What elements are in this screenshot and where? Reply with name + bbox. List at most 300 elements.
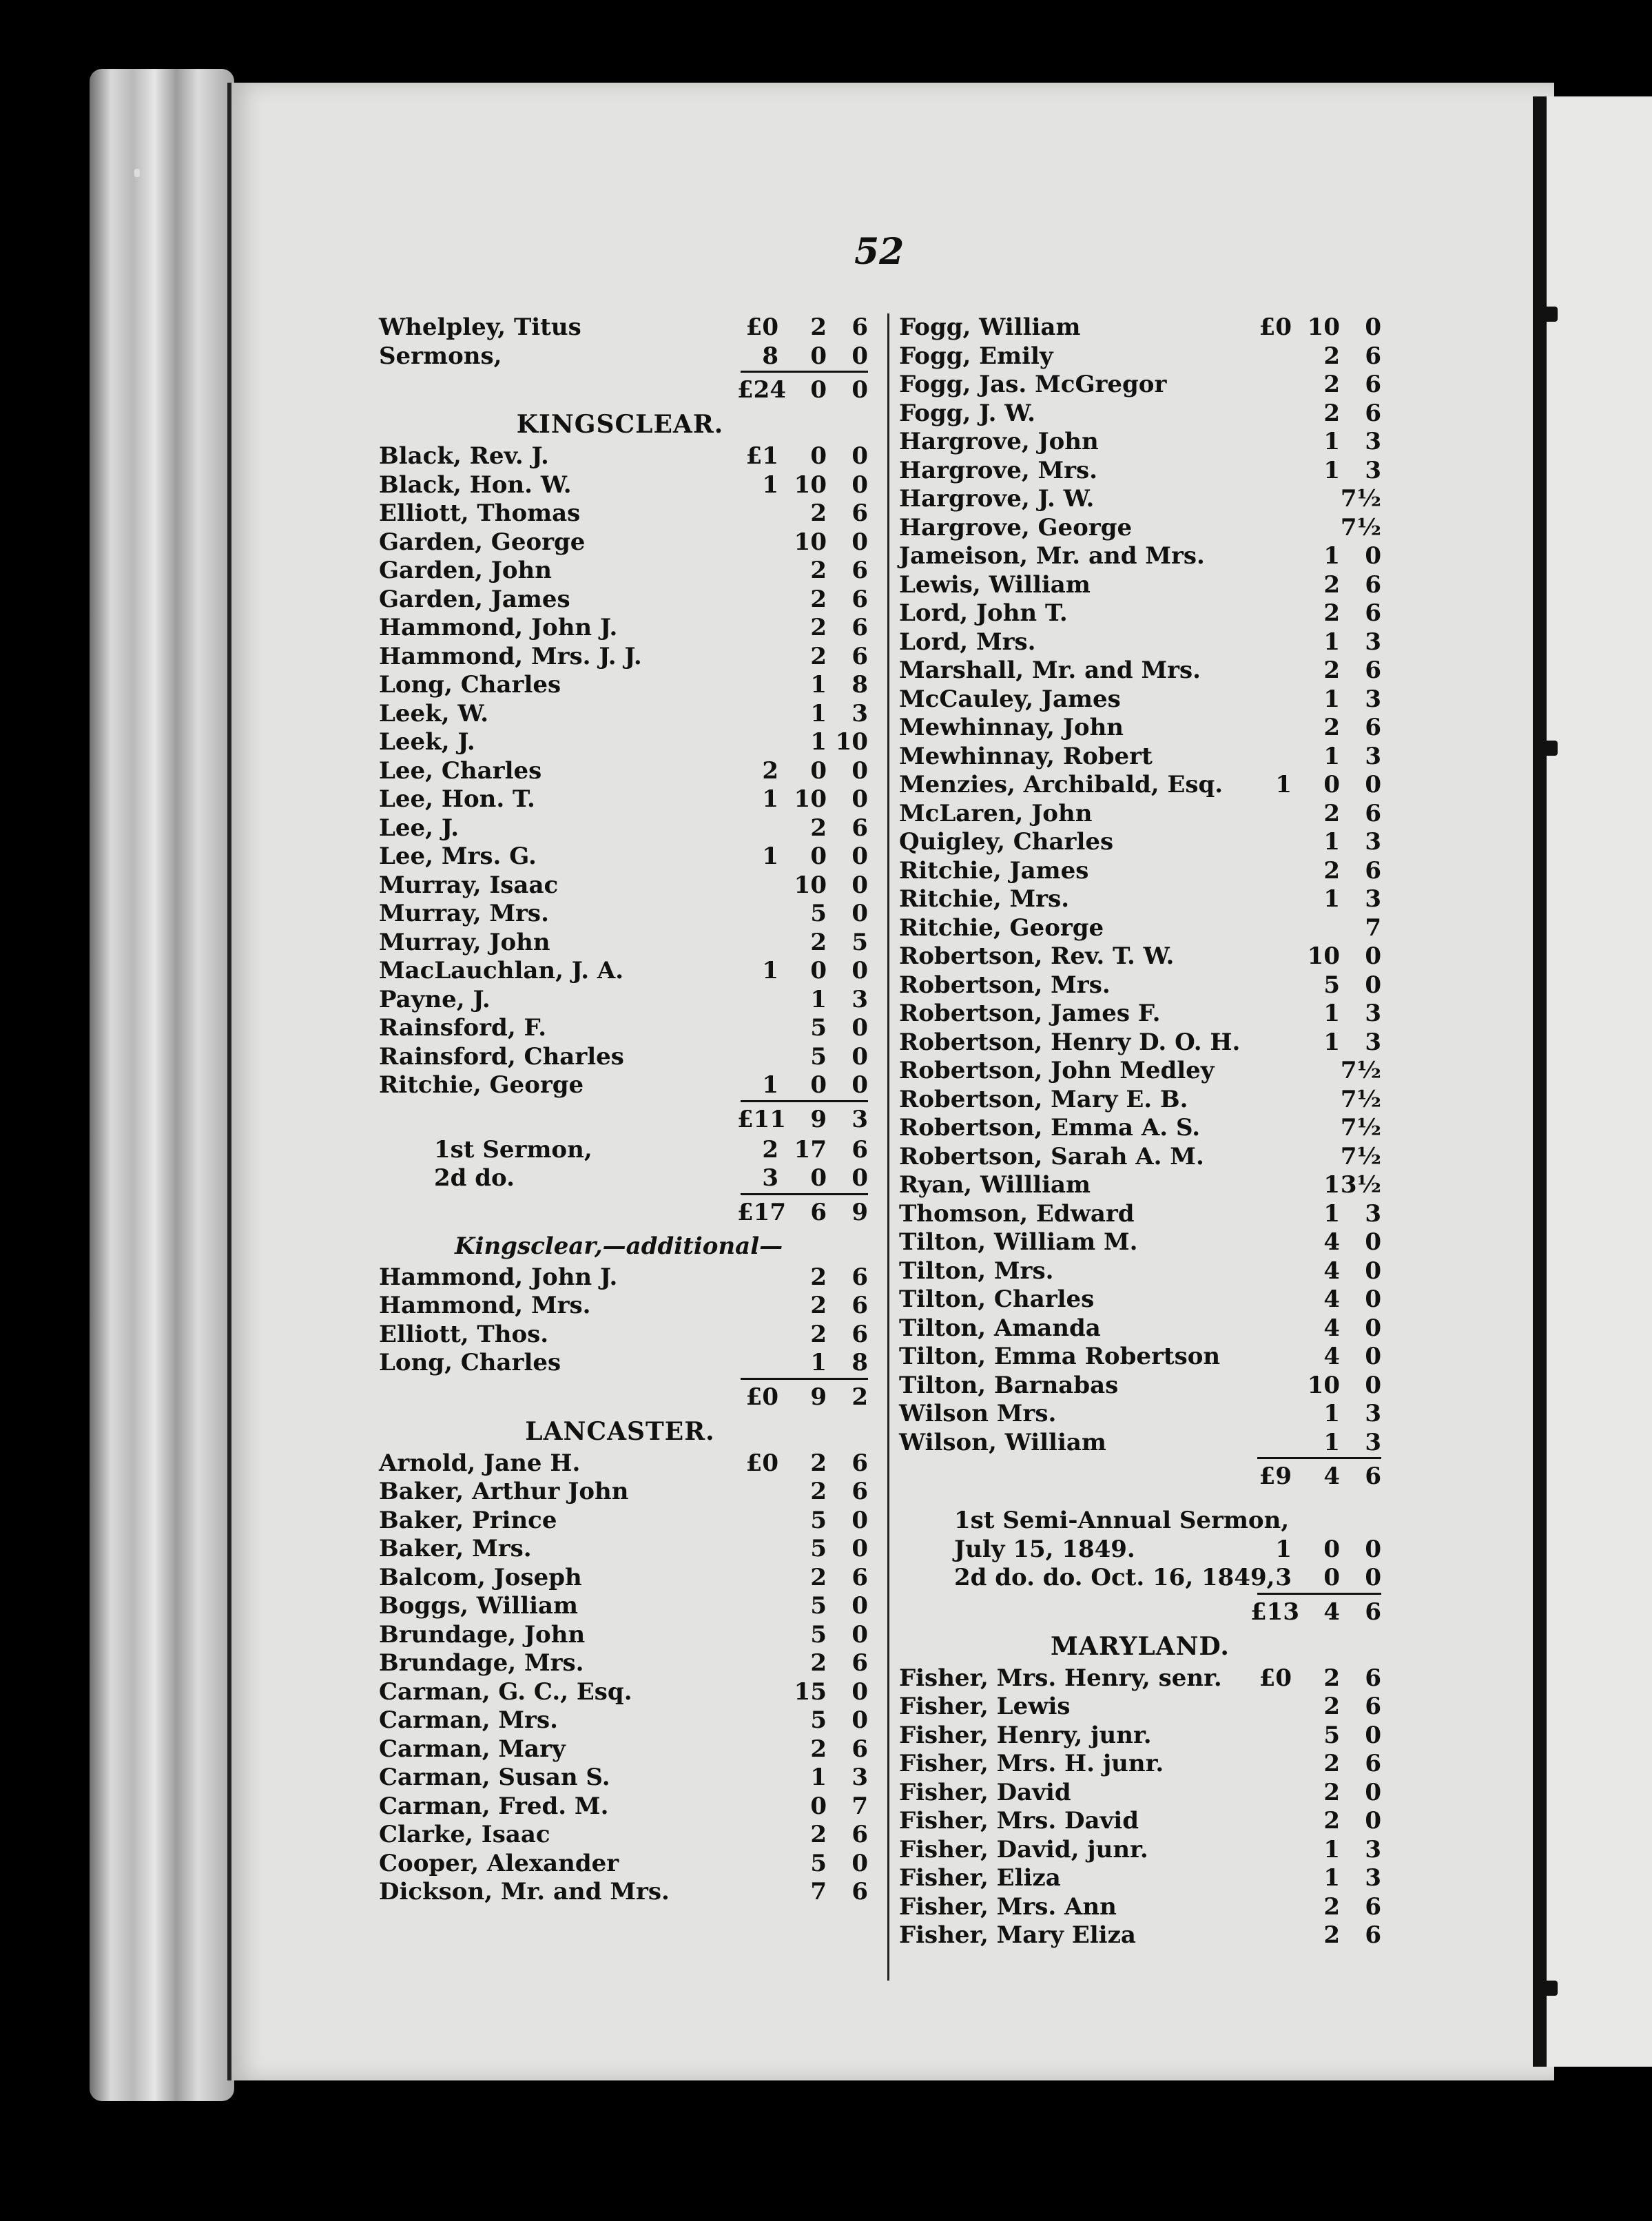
total-row [379, 1378, 868, 1414]
pence-value: 6 [851, 1292, 868, 1319]
shillings-value: 0 [810, 843, 827, 870]
pence-value: 3 [851, 1764, 868, 1791]
pence-value: 0 [1365, 1807, 1381, 1835]
shillings-value: 6 [810, 1198, 827, 1226]
subscriber-name: Baker, Arthur John [379, 1478, 629, 1505]
ledger-row [379, 1320, 868, 1350]
spacer [899, 1493, 1381, 1507]
shillings-value: 9 [810, 1105, 827, 1133]
pence-value: 6 [1365, 599, 1381, 627]
ledger-row [899, 1343, 1381, 1372]
shillings-value: 2 [1323, 657, 1340, 684]
ledger-row [379, 1071, 868, 1100]
shillings-value: 2 [810, 557, 827, 584]
section-heading [379, 406, 861, 442]
subscriber-name: Fisher, Mrs. David [899, 1807, 1139, 1835]
pounds-value: £11 [737, 1105, 786, 1133]
ledger-row [379, 1849, 868, 1879]
subscriber-name: Wilson Mrs. [899, 1400, 1057, 1427]
subscriber-name: Elliott, Thomas [379, 499, 581, 527]
pence-value: 0 [851, 843, 868, 870]
shillings-value: 2 [1323, 1892, 1340, 1921]
pounds-value: 1 [1275, 771, 1292, 798]
sermon-row [899, 1564, 1381, 1593]
pence-value: 6 [851, 585, 868, 613]
subscriber-name: Brundage, John [379, 1620, 586, 1649]
subscriber-name: Fisher, Lewis [899, 1693, 1071, 1720]
subscriber-name: Lee, Hon. T. [379, 785, 535, 813]
shillings-value: 1 [810, 699, 827, 727]
ledger-row [899, 428, 1381, 457]
pence-value: 6 [851, 557, 868, 584]
shillings-value: 1 [810, 1764, 827, 1791]
subscriber-name: Robertson, James F. [899, 1000, 1161, 1027]
sermon-row [899, 1536, 1381, 1564]
shillings-value: 9 [810, 1383, 827, 1411]
pence-value: 0 [851, 957, 868, 984]
subscriber-name: Fogg, William [899, 313, 1081, 341]
subscriber-name: Marshall, Mr. and Mrs. [899, 657, 1201, 684]
pence-value: 0 [1365, 1371, 1381, 1399]
pence-value: 0 [851, 1042, 868, 1071]
ledger-row [899, 685, 1381, 714]
right-column [899, 313, 1381, 1950]
shillings-value: 0 [810, 342, 827, 370]
shillings-value: 0 [810, 957, 827, 984]
shillings-value: 1 [810, 985, 827, 1013]
total-row [379, 1100, 868, 1136]
pence-value: 6 [1365, 1598, 1381, 1626]
subscriber-name: Fisher, Eliza [899, 1864, 1061, 1892]
shillings-value: 2 [810, 814, 827, 842]
ledger-row [379, 1620, 868, 1650]
ledger-row [899, 313, 1381, 342]
subscriber-name: Wilson, William [899, 1428, 1106, 1456]
subscriber-name: Fisher, Mrs. H. junr. [899, 1750, 1164, 1777]
shillings-value: 5 [810, 1620, 827, 1649]
pence-value: 3 [1365, 456, 1381, 484]
shillings-value: 10 [1307, 313, 1340, 341]
subscriber-name: Tilton, Mrs. [899, 1257, 1054, 1285]
subscriber-name: Hargrove, John [899, 428, 1099, 455]
ledger-row [899, 371, 1381, 400]
shillings-value: 15 [794, 1677, 827, 1706]
shillings-value: 2 [810, 642, 827, 670]
pence-value: 6 [851, 1649, 868, 1677]
binding-mark [1540, 1981, 1558, 1996]
subscriber-name: Jameison, Mr. and Mrs. [899, 542, 1205, 570]
ledger-row [379, 585, 868, 614]
ledger-row [899, 714, 1381, 743]
shillings-value: 2 [1323, 1921, 1340, 1949]
shillings-value: 0 [810, 756, 827, 785]
ledger-row [379, 785, 868, 814]
shillings-value: 1 [1323, 1000, 1340, 1027]
pounds-value: 1 [762, 785, 778, 813]
subscriber-name: Lord, John T. [899, 599, 1068, 627]
shillings-value: 2 [810, 1292, 827, 1319]
binding-mark [1540, 741, 1558, 756]
subscriber-name: 1st Semi-Annual Sermon, [954, 1507, 1290, 1534]
pence-value: 3 [1365, 685, 1381, 713]
ledger-row [379, 1677, 868, 1707]
book-page-edges [90, 69, 234, 2101]
pence-value: 0 [851, 471, 868, 499]
subscriber-name: Tilton, Emma Robertson [899, 1343, 1221, 1370]
pence-value: 3 [1365, 1835, 1381, 1863]
section-title: LANCASTER. [525, 1416, 715, 1446]
pence-value: 0 [1365, 1285, 1381, 1313]
shillings-value: 0 [810, 1792, 827, 1820]
ledger-row [899, 1750, 1381, 1779]
pence-value: 6 [1365, 371, 1381, 398]
shillings-value: 2 [1323, 1664, 1340, 1692]
ledger-row [899, 457, 1381, 486]
subscriber-name: Fogg, Emily [899, 342, 1053, 370]
shillings-value: 5 [810, 1506, 827, 1534]
ledger-row [379, 557, 868, 586]
subscriber-name: Tilton, William M. [899, 1228, 1138, 1256]
shillings-value: 4 [1323, 1463, 1340, 1490]
subscriber-name: Baker, Mrs. [379, 1535, 532, 1562]
ledger-row [899, 743, 1381, 772]
pence-value: 0 [1365, 771, 1381, 798]
section-heading [379, 1414, 861, 1449]
subscriber-name: Ritchie, Mrs. [899, 885, 1070, 913]
ledger-row [899, 1807, 1381, 1836]
shillings-value: 0 [810, 1164, 827, 1192]
pounds-value: £0 [745, 1383, 778, 1411]
pounds-value: 8 [762, 342, 778, 370]
shillings-value: 1 [1323, 628, 1340, 656]
pence-value: 0 [851, 1506, 868, 1534]
subscriber-name: Lewis, William [899, 570, 1091, 599]
pence-value: 3 [1365, 1428, 1381, 1456]
ledger-row [379, 1592, 868, 1621]
subscriber-name: Carman, Fred. M. [379, 1792, 609, 1820]
subscriber-name: Robertson, Mrs. [899, 971, 1111, 999]
subscriber-name: Rainsford, Charles [379, 1042, 624, 1071]
subscriber-name: Tilton, Barnabas [899, 1371, 1119, 1399]
shillings-value: 1 [1323, 428, 1340, 455]
shillings-value: 4 [1323, 1285, 1340, 1313]
pence-value: 6 [1365, 1921, 1381, 1949]
pence-value: 6 [1365, 342, 1381, 370]
pence-value: 10 [835, 728, 868, 756]
subscriber-name: Fisher, David, junr. [899, 1835, 1148, 1863]
subscriber-name: Menzies, Archibald, Esq. [899, 771, 1223, 798]
subscriber-name: Carman, Mary [379, 1735, 566, 1763]
ledger-row [379, 1349, 868, 1378]
shillings-value: 1 [1323, 828, 1340, 856]
ledger-row [379, 871, 868, 900]
subscriber-name: Balcom, Joseph [379, 1563, 582, 1591]
ledger-row [899, 1029, 1381, 1057]
ledger-row [379, 843, 868, 871]
shillings-value: 5 [810, 1592, 827, 1620]
ledger-row [899, 914, 1381, 943]
subscriber-name: Lee, J. [379, 814, 460, 842]
shillings-value: 4 [1323, 1598, 1340, 1626]
pence-value: 9 [851, 1198, 868, 1226]
shillings-value: 1 [1323, 542, 1340, 570]
ledger-row [379, 1878, 868, 1907]
subscriber-name: Robertson, John Medley [899, 1057, 1215, 1084]
shillings-value: 2 [810, 499, 827, 527]
pounds-value: 1 [1275, 1535, 1292, 1563]
ledger-row [899, 971, 1381, 1000]
subscriber-name: Robertson, Sarah A. M. [899, 1142, 1204, 1170]
subscriber-name: Mewhinnay, Robert [899, 742, 1153, 770]
shillings-value: 5 [810, 1706, 827, 1734]
section-title: KINGSCLEAR. [516, 410, 724, 439]
pounds-value: £13 [1250, 1598, 1299, 1626]
ledger-row [899, 1314, 1381, 1343]
subscriber-name: Hammond, John J. [379, 614, 618, 641]
ledger-row [379, 756, 868, 786]
pence-value: 0 [851, 1849, 868, 1877]
subscriber-name: Murray, Isaac [379, 871, 559, 899]
ledger-row [379, 1014, 868, 1043]
pence-value: 0 [1365, 313, 1381, 341]
pence-value: 6 [851, 1478, 868, 1505]
pounds-value: 2 [762, 756, 778, 785]
pence-value: 7½ [1340, 1114, 1381, 1142]
subscriber-name: Rainsford, F. [379, 1014, 547, 1042]
subscriber-name: Hammond, John J. [379, 1263, 618, 1291]
ledger-row [379, 642, 868, 672]
ledger-row [379, 499, 868, 528]
pence-value: 7½ [1340, 485, 1381, 513]
pence-value: 6 [851, 499, 868, 527]
subscriber-name: Black, Hon. W. [379, 471, 572, 499]
shillings-value: 2 [810, 1263, 827, 1291]
pence-value: 7½ [1340, 1142, 1381, 1170]
subscriber-name: Robertson, Rev. T. W. [899, 942, 1175, 970]
ledger-row [899, 599, 1381, 628]
page-gutter [1533, 96, 1547, 2067]
pence-value: 0 [851, 900, 868, 927]
ledger-row [379, 614, 868, 643]
subscriber-name: Robertson, Emma A. S. [899, 1114, 1201, 1142]
shillings-value: 1 [810, 671, 827, 699]
pence-value: 6 [851, 814, 868, 842]
shillings-value: 2 [810, 614, 827, 641]
pence-value: 0 [1365, 542, 1381, 570]
pence-value: 6 [851, 1821, 868, 1848]
pence-value: 0 [1365, 942, 1381, 970]
subscriber-name: Murray, Mrs. [379, 900, 549, 927]
ledger-row [379, 471, 868, 500]
shillings-value: 5 [810, 1535, 827, 1562]
pounds-value: 1 [762, 843, 778, 870]
pence-value: 3 [851, 699, 868, 727]
pence-value: 3 [851, 1105, 868, 1133]
ledger-row [899, 1200, 1381, 1229]
subscriber-name: Carman, Susan S. [379, 1764, 610, 1791]
shillings-value: 2 [1323, 1750, 1340, 1777]
shillings-value: 1 [1323, 1864, 1340, 1892]
pence-value: 6 [1365, 1693, 1381, 1720]
subscriber-name: Elliott, Thos. [379, 1320, 549, 1348]
subscriber-name: Leek, W. [379, 699, 489, 727]
shillings-value: 2 [810, 1821, 827, 1848]
pounds-value: £0 [1259, 313, 1292, 341]
ledger-row [379, 957, 868, 986]
subscriber-name: Robertson, Mary E. B. [899, 1085, 1188, 1113]
shillings-value: 10 [794, 471, 827, 499]
pence-value: 8 [851, 1349, 868, 1376]
ledger-row [379, 1764, 868, 1793]
shillings-value: 10 [1307, 1371, 1340, 1399]
pence-value: 0 [851, 756, 868, 785]
ledger-row [899, 1372, 1381, 1401]
ledger-row [899, 1171, 1381, 1200]
ledger-row [899, 800, 1381, 829]
subscriber-name: Clarke, Isaac [379, 1821, 550, 1848]
pence-value: 3 [1365, 1400, 1381, 1427]
subscriber-name: Baker, Prince [379, 1506, 557, 1534]
section-heading [899, 1629, 1381, 1664]
pence-value: 3 [1365, 885, 1381, 913]
shillings-value: 1 [1323, 1400, 1340, 1427]
ledger-row [379, 442, 868, 471]
ledger-row [899, 514, 1381, 543]
shillings-value: 5 [810, 1849, 827, 1877]
subscriber-name: Dickson, Mr. and Mrs. [379, 1878, 670, 1905]
subscriber-name: McCauley, James [899, 685, 1121, 713]
pounds-value: 3 [1275, 1564, 1292, 1591]
subscriber-name: 2d do. [434, 1164, 515, 1192]
shillings-value: 4 [1323, 1314, 1340, 1342]
shillings-value: 2 [1323, 714, 1340, 741]
shillings-value: 7 [810, 1878, 827, 1905]
total-row [899, 1593, 1381, 1629]
subscriber-name: Lee, Mrs. G. [379, 843, 537, 870]
pounds-value: 1 [762, 471, 778, 499]
pence-value: 3 [1365, 1864, 1381, 1892]
ledger-row [899, 342, 1381, 371]
pence-value: 0 [851, 1592, 868, 1620]
pence-value: 0 [1365, 1721, 1381, 1749]
shillings-value: 0 [810, 376, 827, 404]
shillings-value: 17 [794, 1135, 827, 1164]
pence-value: 0 [1365, 1228, 1381, 1256]
pence-value: 7 [851, 1792, 868, 1820]
pence-value: 6 [851, 1263, 868, 1291]
ledger-row [899, 1693, 1381, 1722]
ledger-row [379, 1649, 868, 1678]
pence-value: 0 [851, 1071, 868, 1099]
shillings-value: 2 [1323, 371, 1340, 398]
ledger-row [899, 1664, 1381, 1693]
ledger-row [899, 942, 1381, 971]
ledger-row [379, 1792, 868, 1821]
sermon-row [899, 1507, 1381, 1536]
shillings-value: 10 [794, 528, 827, 556]
ledger-row [899, 628, 1381, 657]
shillings-value: 1 [1323, 456, 1340, 484]
ledger-row [899, 1228, 1381, 1257]
subscriber-name: Ritchie, George [379, 1071, 584, 1099]
pence-value: 0 [1365, 971, 1381, 999]
subscriber-name: Ryan, Willliam [899, 1171, 1091, 1199]
shillings-value: 2 [810, 1735, 827, 1763]
shillings-value: 1 [810, 1349, 827, 1376]
subscriber-name: Black, Rev. J. [379, 442, 549, 470]
ledger-row [899, 1429, 1381, 1458]
shillings-value: 0 [1323, 1535, 1340, 1563]
ledger-row [899, 1779, 1381, 1808]
pence-value: 6 [1365, 399, 1381, 427]
shillings-value: 5 [1323, 971, 1340, 999]
subscriber-name: Leek, J. [379, 728, 475, 756]
pence-value: 0 [1365, 1778, 1381, 1806]
subscriber-name: Fisher, Mary Eliza [899, 1921, 1136, 1949]
pence-value: 6 [1365, 1463, 1381, 1490]
subheading-row [379, 1229, 861, 1263]
pence-value: 3½ [1340, 1171, 1381, 1199]
subscriber-name: Payne, J. [379, 985, 491, 1013]
pence-value: 6 [851, 614, 868, 641]
subscriber-name: Murray, John [379, 928, 550, 956]
ledger-row [379, 699, 868, 729]
pence-value: 0 [851, 1706, 868, 1734]
shillings-value: 5 [1323, 1721, 1340, 1749]
ledger-row [899, 1836, 1381, 1865]
shillings-value: 2 [1323, 799, 1340, 827]
shillings-value: 2 [1323, 1807, 1340, 1835]
subscriber-name: Hargrove, J. W. [899, 485, 1095, 513]
pence-value: 0 [851, 1164, 868, 1192]
shillings-value: 2 [1323, 342, 1340, 370]
pence-value: 6 [1365, 856, 1381, 885]
margin-speck [134, 169, 140, 177]
ledger-row [899, 1000, 1381, 1029]
pounds-value: £17 [737, 1198, 786, 1226]
pence-value: 6 [851, 642, 868, 670]
pence-value: 7½ [1340, 513, 1381, 541]
pounds-value: 1 [762, 1071, 778, 1099]
subscriber-name: Hargrove, Mrs. [899, 456, 1098, 484]
ledger-row [899, 1257, 1381, 1286]
ledger-row [379, 528, 868, 557]
pence-value: 7 [1365, 913, 1381, 942]
shillings-value: 1 [1323, 1428, 1340, 1456]
subscriber-name: Fisher, David [899, 1778, 1071, 1806]
ledger-row [899, 1285, 1381, 1314]
ledger-row [379, 671, 868, 700]
ledger-row [899, 657, 1381, 685]
binding-mark [1540, 307, 1558, 322]
ledger-row [899, 1864, 1381, 1893]
ledger-row [379, 1821, 868, 1850]
shillings-value: 2 [810, 1563, 827, 1591]
ledger-row [899, 857, 1381, 886]
shillings-value: 5 [810, 1014, 827, 1042]
shillings-value: 2 [1323, 599, 1340, 627]
shillings-value: 1 [1323, 1171, 1340, 1199]
ledger-row [379, 1506, 868, 1536]
sermon-row [379, 1164, 868, 1193]
subscriber-name: Thomson, Edward [899, 1199, 1135, 1228]
ledger-row [899, 1114, 1381, 1143]
shillings-value: 1 [1323, 1028, 1340, 1056]
ledger-row [379, 1478, 868, 1507]
subscriber-name: July 15, 1849. [954, 1535, 1135, 1563]
subscriber-name: Garden, George [379, 528, 586, 556]
pence-value: 0 [851, 1620, 868, 1649]
